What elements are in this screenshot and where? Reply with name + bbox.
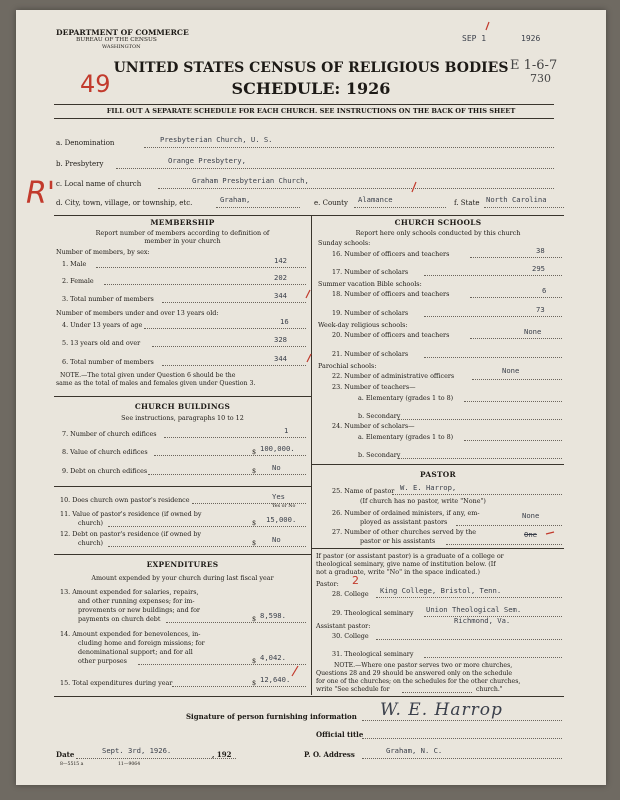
pastor-note-2: Questions 28 and 29 should be answered only on the schedule xyxy=(316,670,513,677)
q24a-label: a. Elementary (grades 1 to 8) xyxy=(358,433,454,441)
q28-label: 28. College xyxy=(332,590,369,598)
q13-dollar: $ xyxy=(252,615,257,623)
expenditures-sub: Amount expended by your church during last fiscal year xyxy=(91,574,274,582)
q1-male-value: 142 xyxy=(274,256,287,265)
handwritten-mark-2: 2 xyxy=(352,574,359,587)
q23b-label: b. Secondary xyxy=(358,412,401,420)
members-by-age-label: Number of members under and over 13 years old: xyxy=(56,309,219,317)
buildings-sub: See instructions, paragraphs 10 to 12 xyxy=(121,414,244,422)
q27-label-1: 27. Number of other churches served by the xyxy=(332,528,477,536)
q3-total-value: 344 xyxy=(274,291,287,300)
check-mark-q6 xyxy=(307,354,311,362)
q22-value: None xyxy=(502,366,520,375)
q26-label-1: 26. Number of ordained ministers, if any, em- xyxy=(332,509,480,517)
q14-dollar: $ xyxy=(252,657,257,665)
membership-note-1: NOTE.—The total given under Question 6 should be the xyxy=(60,372,236,379)
q11-label-1: 11. Value of pastor's residence (if owned by xyxy=(60,510,202,518)
q13-value: 8,598. xyxy=(260,611,286,620)
q7-edifices-value: 1 xyxy=(284,426,289,435)
form-number: 8—5515 a xyxy=(60,762,84,767)
graduate-instruction-2: theological seminary, give name of institution below. (If xyxy=(316,560,496,568)
county-value: Alamance xyxy=(358,195,393,204)
q18-value: 6 xyxy=(542,286,547,295)
graduate-instruction-3: not a graduate, write "No" in the space indicated.) xyxy=(316,568,481,576)
q21-label: 21. Number of scholars xyxy=(332,350,409,358)
local-name-label: c. Local name of church xyxy=(56,180,142,188)
q5-over13-label: 5. 13 years old and over xyxy=(62,339,141,347)
official-title-label: Official title xyxy=(316,730,364,739)
q27-label-2: pastor or his assistants xyxy=(360,537,436,545)
q15-value: 12,640. xyxy=(260,675,291,684)
handwritten-mark-r: R' xyxy=(26,176,56,211)
handwritten-mark-49: 49 xyxy=(80,70,111,98)
q15-dollar: $ xyxy=(252,679,257,687)
check-mark-header xyxy=(486,22,489,30)
q13-label-2: and other running expenses; for im- xyxy=(78,597,195,605)
membership-note-2: same as the total of males and females given under Question 3. xyxy=(56,380,256,387)
expenditures-title: EXPENDITURES xyxy=(146,560,219,569)
q14-label-3: denominational support; and for all xyxy=(78,648,193,656)
q14-value: 4,042. xyxy=(260,653,286,662)
state-value: North Carolina xyxy=(486,195,547,204)
q20-label: 20. Number of officers and teachers xyxy=(332,331,450,339)
state-label: f. State xyxy=(454,199,480,207)
date-suffix: , 192 xyxy=(212,750,232,759)
q25-label: 25. Name of pastor xyxy=(332,487,395,495)
bureau-name: BUREAU OF THE CENSUS xyxy=(76,37,157,43)
q13-label-1: 13. Amount expended for salaries, repairs, xyxy=(60,588,199,596)
q8-value: 100,000. xyxy=(260,444,295,453)
check-mark-q3 xyxy=(306,290,310,298)
check-mark-q27 xyxy=(546,532,554,534)
print-number: 11—9064 xyxy=(118,762,141,767)
pastor-note-5: church." xyxy=(476,686,503,693)
q10-residence-value: Yes xyxy=(272,492,285,501)
q2-female-label: 2. Female xyxy=(62,277,94,285)
q9-debt-label: 9. Debt on church edifices xyxy=(62,467,148,475)
q17-label: 17. Number of scholars xyxy=(332,268,409,276)
q8-value-label: 8. Value of church edifices xyxy=(62,448,148,456)
denomination-value: Presbyterian Church, U. S. xyxy=(160,135,273,144)
q30-label: 30. College xyxy=(332,632,369,640)
q18-label: 18. Number of officers and teachers xyxy=(332,290,450,298)
members-by-sex-label: Number of members, by sex: xyxy=(56,248,150,256)
membership-title: MEMBERSHIP xyxy=(150,218,215,227)
schools-intro: Report here only schools conducted by this church xyxy=(355,229,521,237)
q1-male-label: 1. Male xyxy=(62,260,87,268)
q23a-label: a. Elementary (grades 1 to 8) xyxy=(358,394,454,402)
assistant-subheading: Assistant pastor: xyxy=(316,622,371,630)
q14-label-4: other purposes xyxy=(78,657,127,665)
received-stamp-year: 1926 xyxy=(521,34,541,43)
graduate-instruction-1: If pastor (or assistant pastor) is a graduate of a college or xyxy=(316,552,504,560)
q5-over13-value: 328 xyxy=(274,335,287,344)
received-stamp-date: SEP 1 xyxy=(462,34,487,43)
schedule-title: SCHEDULE: 1926 xyxy=(231,79,391,98)
sunday-schools-label: Sunday schools: xyxy=(318,239,371,247)
q19-value: 73 xyxy=(536,305,545,314)
po-address-label: P. O. Address xyxy=(304,750,355,759)
q25-note: (If church has no pastor, write "None") xyxy=(360,497,486,505)
presbytery-label: b. Presbytery xyxy=(56,160,104,168)
q14-label-1: 14. Amount expended for benevolences, in- xyxy=(60,630,201,638)
q16-label: 16. Number of officers and teachers xyxy=(332,250,450,258)
q17-value: 295 xyxy=(532,264,545,273)
handwritten-ref-number: E 1-6-7 xyxy=(510,58,558,73)
q16-value: 38 xyxy=(536,246,545,255)
q12-dollar: $ xyxy=(252,539,257,547)
summer-schools-label: Summer vacation Bible schools: xyxy=(318,280,422,288)
q24b-label: b. Secondary xyxy=(358,451,401,459)
q28-value: King College, Bristol, Tenn. xyxy=(380,586,502,595)
q23-label: 23. Number of teachers— xyxy=(332,383,416,391)
city-value: Graham, xyxy=(220,195,251,204)
q20-value: None xyxy=(524,327,542,336)
handwritten-ref-number-2: 730 xyxy=(530,72,551,85)
pastor-note-1: NOTE.—Where one pastor serves two or more churches, xyxy=(334,662,513,669)
q2-female-value: 202 xyxy=(274,273,287,282)
q15-label: 15. Total expenditures during year xyxy=(60,679,173,687)
q25-value: W. E. Harrop, xyxy=(400,483,457,492)
q27-value: One xyxy=(524,530,537,539)
membership-intro-2: member in your church xyxy=(144,237,221,245)
parochial-schools-label: Parochial schools: xyxy=(318,362,377,370)
q4-under13-value: 16 xyxy=(280,317,289,326)
q10-residence-label: 10. Does church own pastor's residence xyxy=(60,496,190,504)
county-label: e. County xyxy=(314,199,348,207)
presbytery-value: Orange Presbytery, xyxy=(168,156,246,165)
q22-label: 22. Number of administrative officers xyxy=(332,372,455,380)
signature: W. E. Harrop xyxy=(380,700,503,720)
check-mark-county xyxy=(412,182,416,192)
q12-label-1: 12. Debt on pastor's residence (if owned by xyxy=(60,530,202,538)
q19-label: 19. Number of scholars xyxy=(332,309,409,317)
dept-name: DEPARTMENT OF COMMERCE xyxy=(56,28,189,37)
signature-label: Signature of person furnishing information xyxy=(186,712,357,721)
q7-edifices-label: 7. Number of church edifices xyxy=(62,430,157,438)
red-check-marks xyxy=(16,10,606,785)
local-name-value: Graham Presbyterian Church, xyxy=(192,176,309,185)
q29-value-city: Richmond, Va. xyxy=(454,616,511,625)
q24-label: 24. Number of scholars— xyxy=(332,422,415,430)
q9-value: No xyxy=(272,463,281,472)
q6-total-label: 6. Total number of members xyxy=(62,358,154,366)
form-title: UNITED STATES CENSUS OF RELIGIOUS BODIES xyxy=(113,60,509,76)
weekday-schools-label: Week-day religious schools: xyxy=(318,321,408,329)
schools-title: CHURCH SCHOOLS xyxy=(394,218,482,227)
q11-value: 15,000. xyxy=(266,515,297,524)
q13-label-4: payments on church debt xyxy=(78,615,161,623)
city-label: d. City, town, village, or township, etc. xyxy=(56,199,193,207)
q11-label-2: church) xyxy=(78,519,104,527)
q12-value: No xyxy=(272,535,281,544)
buildings-title: CHURCH BUILDINGS xyxy=(134,402,231,411)
q26-value: None xyxy=(522,511,540,520)
pastor-note-4: write "See schedule for xyxy=(316,686,390,693)
pastor-note-3: for one of the churches; on the schedules for the other churches, xyxy=(316,678,521,685)
denomination-label: a. Denomination xyxy=(56,139,115,147)
membership-intro-1: Report number of members according to definition of xyxy=(95,229,270,237)
q26-label-2: ployed as assistant pastors xyxy=(360,518,448,526)
pastor-subheading: Pastor: xyxy=(316,580,339,588)
yes-no-hint: Yes or No xyxy=(272,504,296,509)
q4-under13-label: 4. Under 13 years of age xyxy=(62,321,143,329)
q29-value: Union Theological Sem. xyxy=(426,605,522,614)
q11-dollar: $ xyxy=(252,519,257,527)
census-schedule-page xyxy=(16,10,606,785)
q14-label-2: cluding home and foreign missions; for xyxy=(78,639,205,647)
date-label: Date xyxy=(56,750,75,759)
separate-schedule-instruction: FILL OUT A SEPARATE SCHEDULE FOR EACH CHURCH. SEE INSTRUCTIONS ON THE BACK OF THIS SHEET xyxy=(106,107,516,115)
q6-total-value: 344 xyxy=(274,354,287,363)
check-mark-q15 xyxy=(292,666,298,676)
q31-label: 31. Theological seminary xyxy=(332,650,414,658)
q3-total-label: 3. Total number of members xyxy=(62,295,154,303)
bureau-city: WASHINGTON xyxy=(102,44,141,50)
po-address-value: Graham, N. C. xyxy=(386,746,443,755)
q29-label: 29. Theological seminary xyxy=(332,609,414,617)
date-value: Sept. 3rd, 1926. xyxy=(102,746,172,755)
q13-label-3: provements or new buildings; and for xyxy=(78,606,200,614)
q12-label-2: church) xyxy=(78,539,104,547)
pastor-title: PASTOR xyxy=(420,470,456,479)
q8-dollar: $ xyxy=(252,448,257,456)
q9-dollar: $ xyxy=(252,467,257,475)
